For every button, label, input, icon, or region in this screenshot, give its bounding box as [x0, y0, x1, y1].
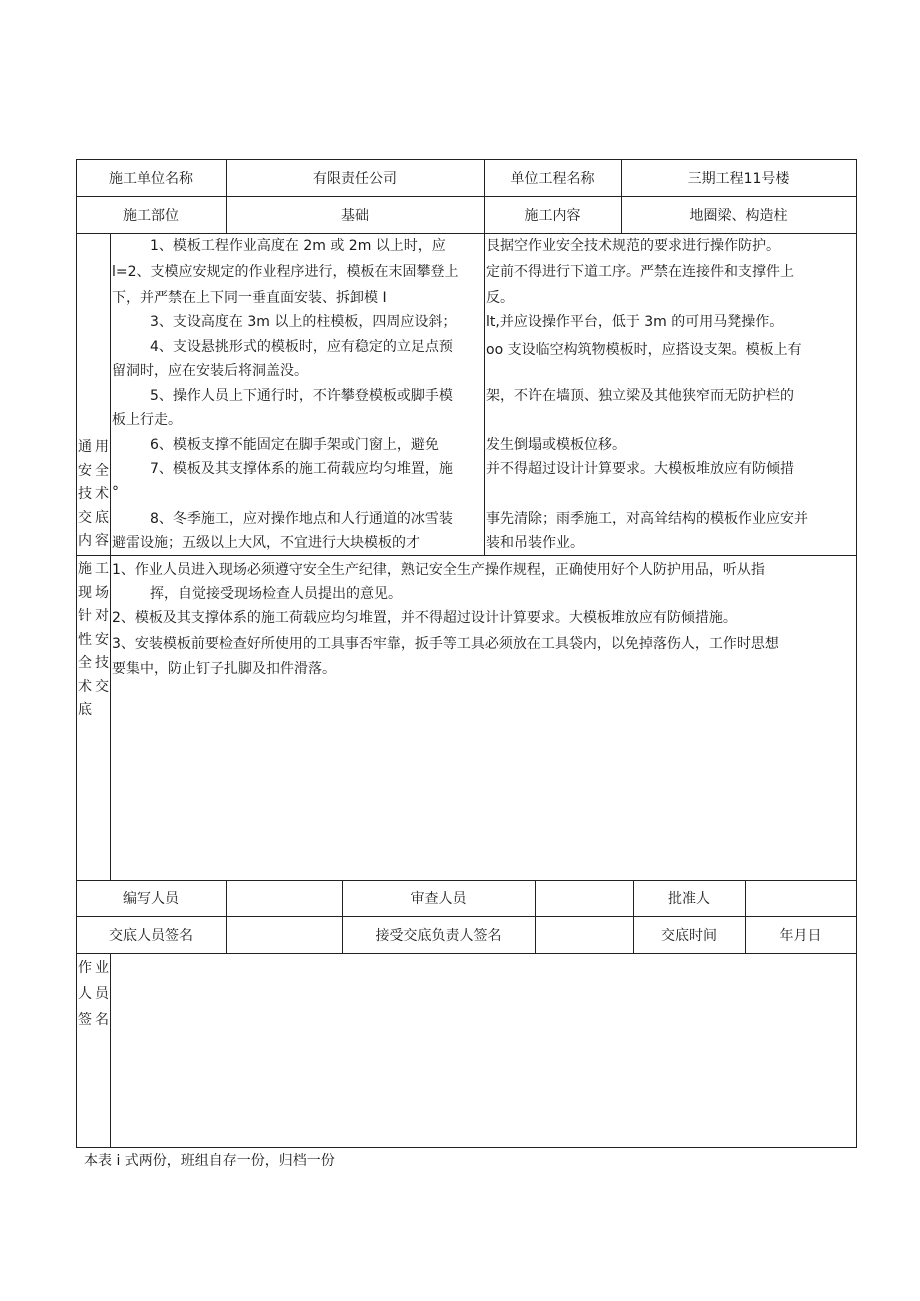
site-section-label-col2: 工 场 对 安 技 交 [95, 561, 109, 695]
general-left-line: 留洞时，应在安装后将洞盖没。 [112, 363, 308, 379]
general-right-line: 事先清除；雨季施工，对高耸结构的模板作业应安并 [486, 511, 808, 527]
general-left-line: l=2、支模应安规定的作业程序进行，模板在末固攀登上 [112, 264, 459, 280]
reviewer-field[interactable] [535, 880, 633, 916]
general-left-line: 8、冬季施工，应对操作地点和人行通道的冰雪装 [150, 511, 453, 527]
unit-label: 施工单位名称 [109, 170, 193, 187]
grid-line [856, 159, 857, 1148]
site-line: 挥，自觉接受现场检查人员提出的意见。 [150, 586, 402, 602]
workers-sign-area[interactable] [111, 954, 856, 1147]
footer-note: 本表 i 式两份，班组自存一份，归档一份 [84, 1153, 335, 1169]
part-value: 基础 [341, 207, 369, 224]
project-label: 单位工程名称 [510, 170, 595, 187]
general-right-line: 装和吊装作业。 [486, 535, 584, 551]
general-left-line: ° [112, 484, 119, 500]
general-right-line: 并不得超过设计计算要求。大模板堆放应有防倾措 [486, 461, 794, 477]
part-label: 施工部位 [123, 207, 179, 224]
general-left-line: 6、模板支撑不能固定在脚手架或门窗上，避免 [150, 437, 439, 453]
grid-line [76, 1147, 857, 1148]
handover-sign-label: 交底人员签名 [109, 927, 193, 944]
writer-field[interactable] [226, 880, 342, 916]
general-left-line: 1、模板工程作业高度在 2m 或 2m 以上时，应 [150, 238, 446, 254]
handover-sign-field[interactable] [226, 916, 342, 953]
site-line: 1、作业人员进入现场必须遵守安全生产纪律，熟记安全生产操作规程，正确使用好个人防护用品，听从指 [112, 562, 765, 578]
general-right-line: oo 支设临空构筑物模板时，应搭设支架。模板上有 [486, 342, 802, 358]
general-left-line: 4、支设悬挑形式的模板时，应有稳定的立足点预 [150, 339, 453, 355]
site-line: 要集中，防止钉子扎脚及扣件滑落。 [112, 661, 336, 677]
grid-line [110, 233, 111, 880]
general-right-line: 发生倒塌或模板位移。 [486, 437, 626, 453]
general-right-line: lt,并应设操作平台，低于 3m 的可用马凳操作。 [486, 314, 784, 330]
content-label: 施工内容 [524, 207, 581, 224]
site-line: 3、安装模板前要检查好所使用的工具事否牢靠，扳手等工具必须放在工具袋内，以免掉落伤人，工作时思想 [112, 636, 779, 652]
general-left-line: 下，并严禁在上下同一垂直面安装、拆卸模 I [112, 290, 387, 306]
workers-label-col2: 业 员 名 [95, 960, 109, 1028]
approver-field[interactable] [745, 880, 856, 916]
general-right-line: 艮据空作业安全技术规范的要求进行操作防护。 [486, 238, 780, 254]
receiver-sign-field[interactable] [535, 916, 633, 953]
general-left-line: 3、支设高度在 3m 以上的柱模板，四周应设斜； [150, 314, 457, 330]
writer-label: 编写人员 [123, 891, 179, 907]
handover-time-label: 交底时间 [661, 927, 717, 944]
grid-line [76, 159, 77, 1148]
general-right-line: 定前不得进行下道工序。严禁在连接件和支撑件上 [486, 264, 794, 280]
general-left-line: 避雷设施；五级以上大风，不宜进行大块模板的才 [112, 535, 420, 551]
general-left-line: 5、操作人员上下通行时，不许攀登模板或脚手模 [150, 388, 453, 404]
content-value: 地圈梁、构造柱 [689, 207, 788, 224]
general-left-line: 板上行走。 [112, 412, 182, 428]
general-section-label-col2: 用 全 术 底 容 [95, 439, 109, 549]
reviewer-label: 审查人员 [410, 891, 467, 907]
unit-value: 有限责任公司 [313, 170, 397, 187]
general-left-line: 7、模板及其支撑体系的施工荷载应均匀堆置，施 [150, 461, 453, 477]
project-value: 三期工程11号楼 [687, 170, 790, 187]
grid-line [76, 233, 857, 234]
grid-line [76, 555, 857, 556]
general-right-line: 架，不许在墙顶、独立梁及其他狭窄而无防护栏的 [486, 388, 794, 404]
site-line: 2、模板及其支撑体系的施工荷载应均匀堆置，并不得超过设计计算要求。大模板堆放应有防倾措施。 [112, 610, 737, 626]
workers-label: 作 人 签 [78, 960, 92, 1028]
general-right-line: 反。 [486, 290, 514, 306]
handover-date[interactable]: 年月日 [779, 927, 822, 944]
approver-label: 批准人 [668, 891, 710, 907]
receiver-sign-label: 接受交底负责人签名 [375, 927, 502, 944]
general-section-label: 通 安 技 交 内 [78, 439, 92, 549]
site-section-label: 施 现 针 性 全 术 底 [78, 561, 92, 718]
grid-line [484, 233, 485, 555]
